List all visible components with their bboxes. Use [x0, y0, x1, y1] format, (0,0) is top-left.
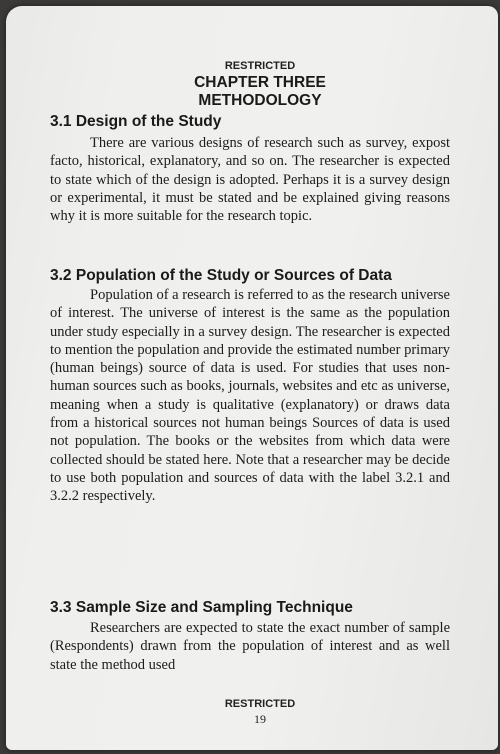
- restricted-footer: RESTRICTED: [224, 698, 296, 710]
- section-paragraph-3-1: There are various designs of research such as survey, expost facto, historical, explanatory, and so on. The researcher is expected to state which of the design is adopted. Perhaps it is a survey design or experimental, it must be stated and be explained giving reasons why it is more suitable for the research topic.: [50, 135, 450, 225]
- book-page: [6, 6, 498, 750]
- section-heading-3-1: 3.1 Design of the Study: [50, 113, 222, 130]
- chapter-heading: [50, 74, 470, 110]
- section-paragraph-3-2: Population of a research is referred to as the research universe of interest. The universe of interest is the same as the population under study especially in a survey design. The researcher is expected to mention the population and provide the estimated number primary (human beings) source of data is used. For studies that uses non-human sources such as books, journals, websites and etc as universe, meaning when a study is qualitative (explanatory) or draws data from a historical sources not human beings Sources of data is used not population. The books or the websites from which data were collected should be stated here. Note that a researcher may be decide to use both population and sources of data with the label 3.2.1 and 3.2.2 respectively.: [50, 287, 450, 505]
- section-heading-3-2: 3.2 Population of the Study or Sources of Data: [50, 267, 392, 284]
- section-heading-3-3: 3.3 Sample Size and Sampling Technique: [50, 599, 353, 616]
- page-number: 19: [254, 712, 266, 726]
- chapter-title: METHODOLOGY: [198, 92, 322, 109]
- restricted-header: RESTRICTED: [224, 60, 296, 72]
- section-paragraph-3-3: Researchers are expected to state the exact number of sample (Respondents) drawn from the population of interest and as well state the method used: [50, 620, 450, 673]
- chapter-number: CHAPTER THREE: [194, 74, 326, 91]
